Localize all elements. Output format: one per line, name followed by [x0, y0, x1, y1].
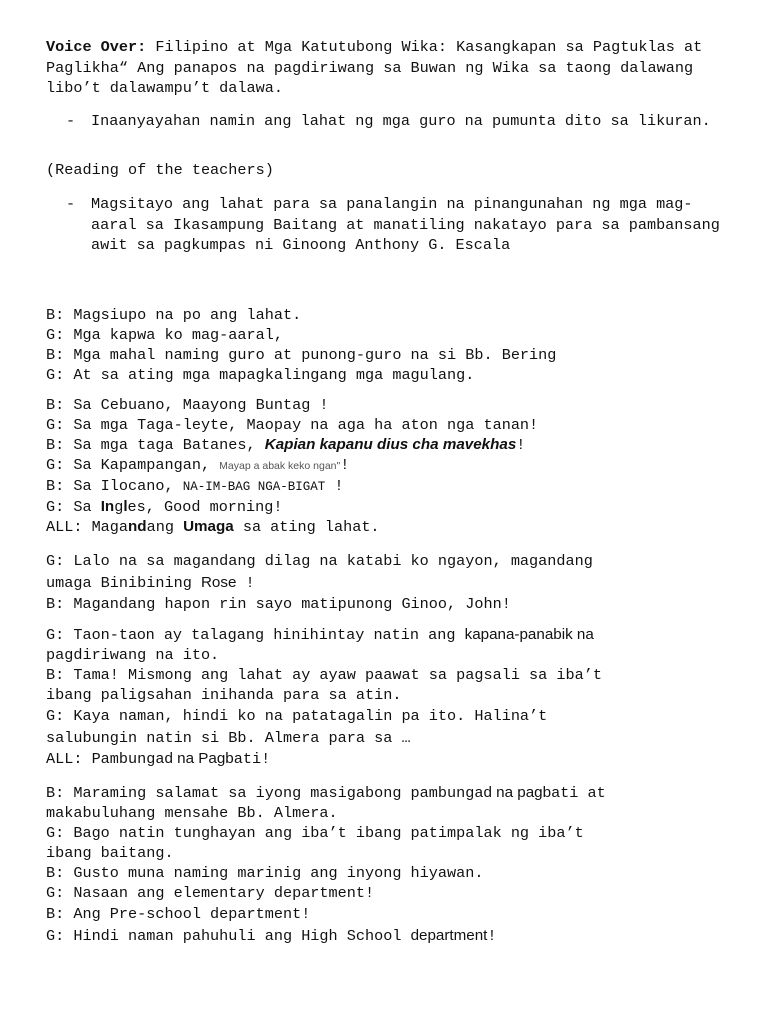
line-text: !: [340, 456, 350, 474]
line-text: ALL: Maga: [46, 518, 129, 536]
dialogue-line: G: Lalo na sa magandang dilag na katabi ko ngayon, magandang: [46, 552, 593, 570]
dialogue-block-opening: [46, 305, 746, 385]
line-text: G: Sa Kapampangan,: [46, 456, 220, 474]
dialogue-line: pagdiriwang na ito.: [46, 646, 220, 664]
line-text: G: Sa: [46, 498, 101, 516]
kapampangan-greeting: Mayap a abak keko ngan": [219, 460, 341, 472]
bold-fragment: In: [100, 498, 115, 515]
dialogue-line: ibang baitang.: [46, 844, 174, 862]
pambungad-pagbati: d na Pagb: [164, 750, 234, 767]
dialogue-line: salubungin natin si Bb. Almera para sa …: [46, 729, 411, 747]
line-text: !: [325, 477, 344, 495]
line-text: B: Sa mga taga Batanes,: [46, 436, 265, 454]
line-text: ang: [146, 518, 184, 536]
ilocano-greeting: NA-IM-BAG NGA-BIGAT: [182, 480, 326, 494]
dialogue-line: [46, 749, 746, 769]
dialogue-line: B: Sa Cebuano, Maayong Buntag !: [46, 396, 329, 414]
line-text: sa ating lahat.: [233, 518, 380, 536]
dialogue-line: B: Tama! Mismong ang lahat ay ayaw paawat sa pagsali sa iba’t: [46, 666, 602, 684]
list-item-text: Magsitayo ang lahat para sa panalangin na pinangunahan ng mga mag-aaral sa Ikasampung Baitang at manatiling nakatayo para sa pambansang awit sa pagkumpas ni Ginoong Anthony G. Escala: [91, 195, 720, 254]
dialogue-line: [46, 783, 746, 803]
stage-note: (Reading of the teachers): [46, 161, 274, 179]
dialogue-line: [46, 497, 746, 517]
line-text: !: [236, 574, 255, 592]
bullet-dash: -: [66, 195, 76, 213]
pambungad-pagbati: d na pagb: [483, 784, 552, 801]
line-text: n ay talagang hinihintay natin ang: [145, 626, 465, 644]
bullet-dash: -: [66, 112, 76, 130]
bold-fragment: nd: [128, 518, 147, 535]
line-text: B: Sa Ilocano,: [46, 477, 183, 495]
dialogue-block-hosts: [46, 550, 746, 614]
dialogue-line: B: Ang Pre-school department!: [46, 905, 311, 923]
dialogue-line: B: Mga mahal naming guro at punong-guro na si Bb. Bering: [46, 346, 557, 364]
line-text: B: Maraming salamat sa iyong masigabong pambunga: [46, 784, 484, 802]
batanes-greeting: Kapian kapanu dius cha mavekhas: [264, 436, 517, 453]
list-item: [66, 194, 726, 256]
highlight-phrase: kapana-panabik na: [464, 626, 594, 643]
line-text: o: [137, 626, 146, 643]
dialogue-line: [46, 925, 746, 947]
dialogue-block-departments: [46, 783, 746, 947]
dialogue-line: G: Sa mga Taga-leyte, Maopay na aga ha aton nga tanan!: [46, 416, 539, 434]
dialogue-line: G: Bago natin tunghayan ang iba’t ibang patimpalak ng iba’t: [46, 824, 584, 842]
line-text: ati!: [233, 750, 271, 768]
line-text: umaga Binibining: [46, 574, 201, 592]
line-text: e: [127, 498, 137, 516]
line-text: ati at: [551, 784, 606, 802]
dialogue-line: [46, 435, 746, 455]
voice-over-label: Voice Over:: [46, 38, 147, 56]
bold-fragment: l: [123, 498, 128, 515]
line-text: !: [516, 436, 526, 454]
name-rose: Rose: [200, 574, 237, 591]
dialogue-line: B: Magsiupo na po ang lahat.: [46, 306, 302, 324]
dialogue-line: B: Magandang hapon rin sayo matipunong Ginoo, John!: [46, 595, 511, 613]
dialogue-block-greetings: [46, 395, 746, 537]
dialogue-line: [46, 625, 746, 645]
dialogue-line: [46, 476, 746, 497]
dialogue-line: [46, 517, 746, 537]
dialogue-line: G: At sa ating mga mapagkalingang mga magulang.: [46, 366, 475, 384]
voice-over-paragraph: [46, 37, 736, 99]
line-text: s, Good morning!: [136, 498, 283, 516]
umaga-word: Umaga: [183, 518, 234, 535]
dialogue-line: ibang paligsahan inihanda para sa atin.: [46, 686, 402, 704]
dialogue-line: [46, 572, 746, 594]
line-text: !: [487, 927, 497, 945]
line-text: g: [114, 498, 124, 516]
line-text: G: Taon-ta: [46, 626, 138, 644]
line-text: G: Hindi naman pahuhuli ang High School: [46, 927, 411, 945]
department-word: department: [410, 927, 488, 944]
dialogue-line: G: Mga kapwa ko mag-aaral,: [46, 326, 283, 344]
list-item-text: Inaanyayahan namin ang lahat ng mga guro na pumunta dito sa likuran.: [91, 112, 711, 130]
dialogue-line: makabuluhang mensahe Bb. Almera.: [46, 804, 338, 822]
dialogue-block-celebration: [46, 625, 746, 769]
list-item: [66, 111, 726, 132]
dialogue-line: B: Gusto muna naming marinig ang inyong hiyawan.: [46, 864, 484, 882]
dialogue-line: G: Nasaan ang elementary department!: [46, 884, 375, 902]
dialogue-line: [46, 455, 746, 476]
dialogue-line: G: Kaya naman, hindi ko na patatagalin pa ito. Halina’t: [46, 707, 548, 725]
voice-over-text: Filipino at Mga Katutubong Wika: Kasangkapan sa Pagtuklas at Paglikha“ Ang panapos na pagdiriwang sa Buwan ng Wika sa taong dalawang libo’t dalawampu’t dalawa.: [46, 38, 703, 97]
line-text: ALL: Pambunga: [46, 750, 165, 768]
